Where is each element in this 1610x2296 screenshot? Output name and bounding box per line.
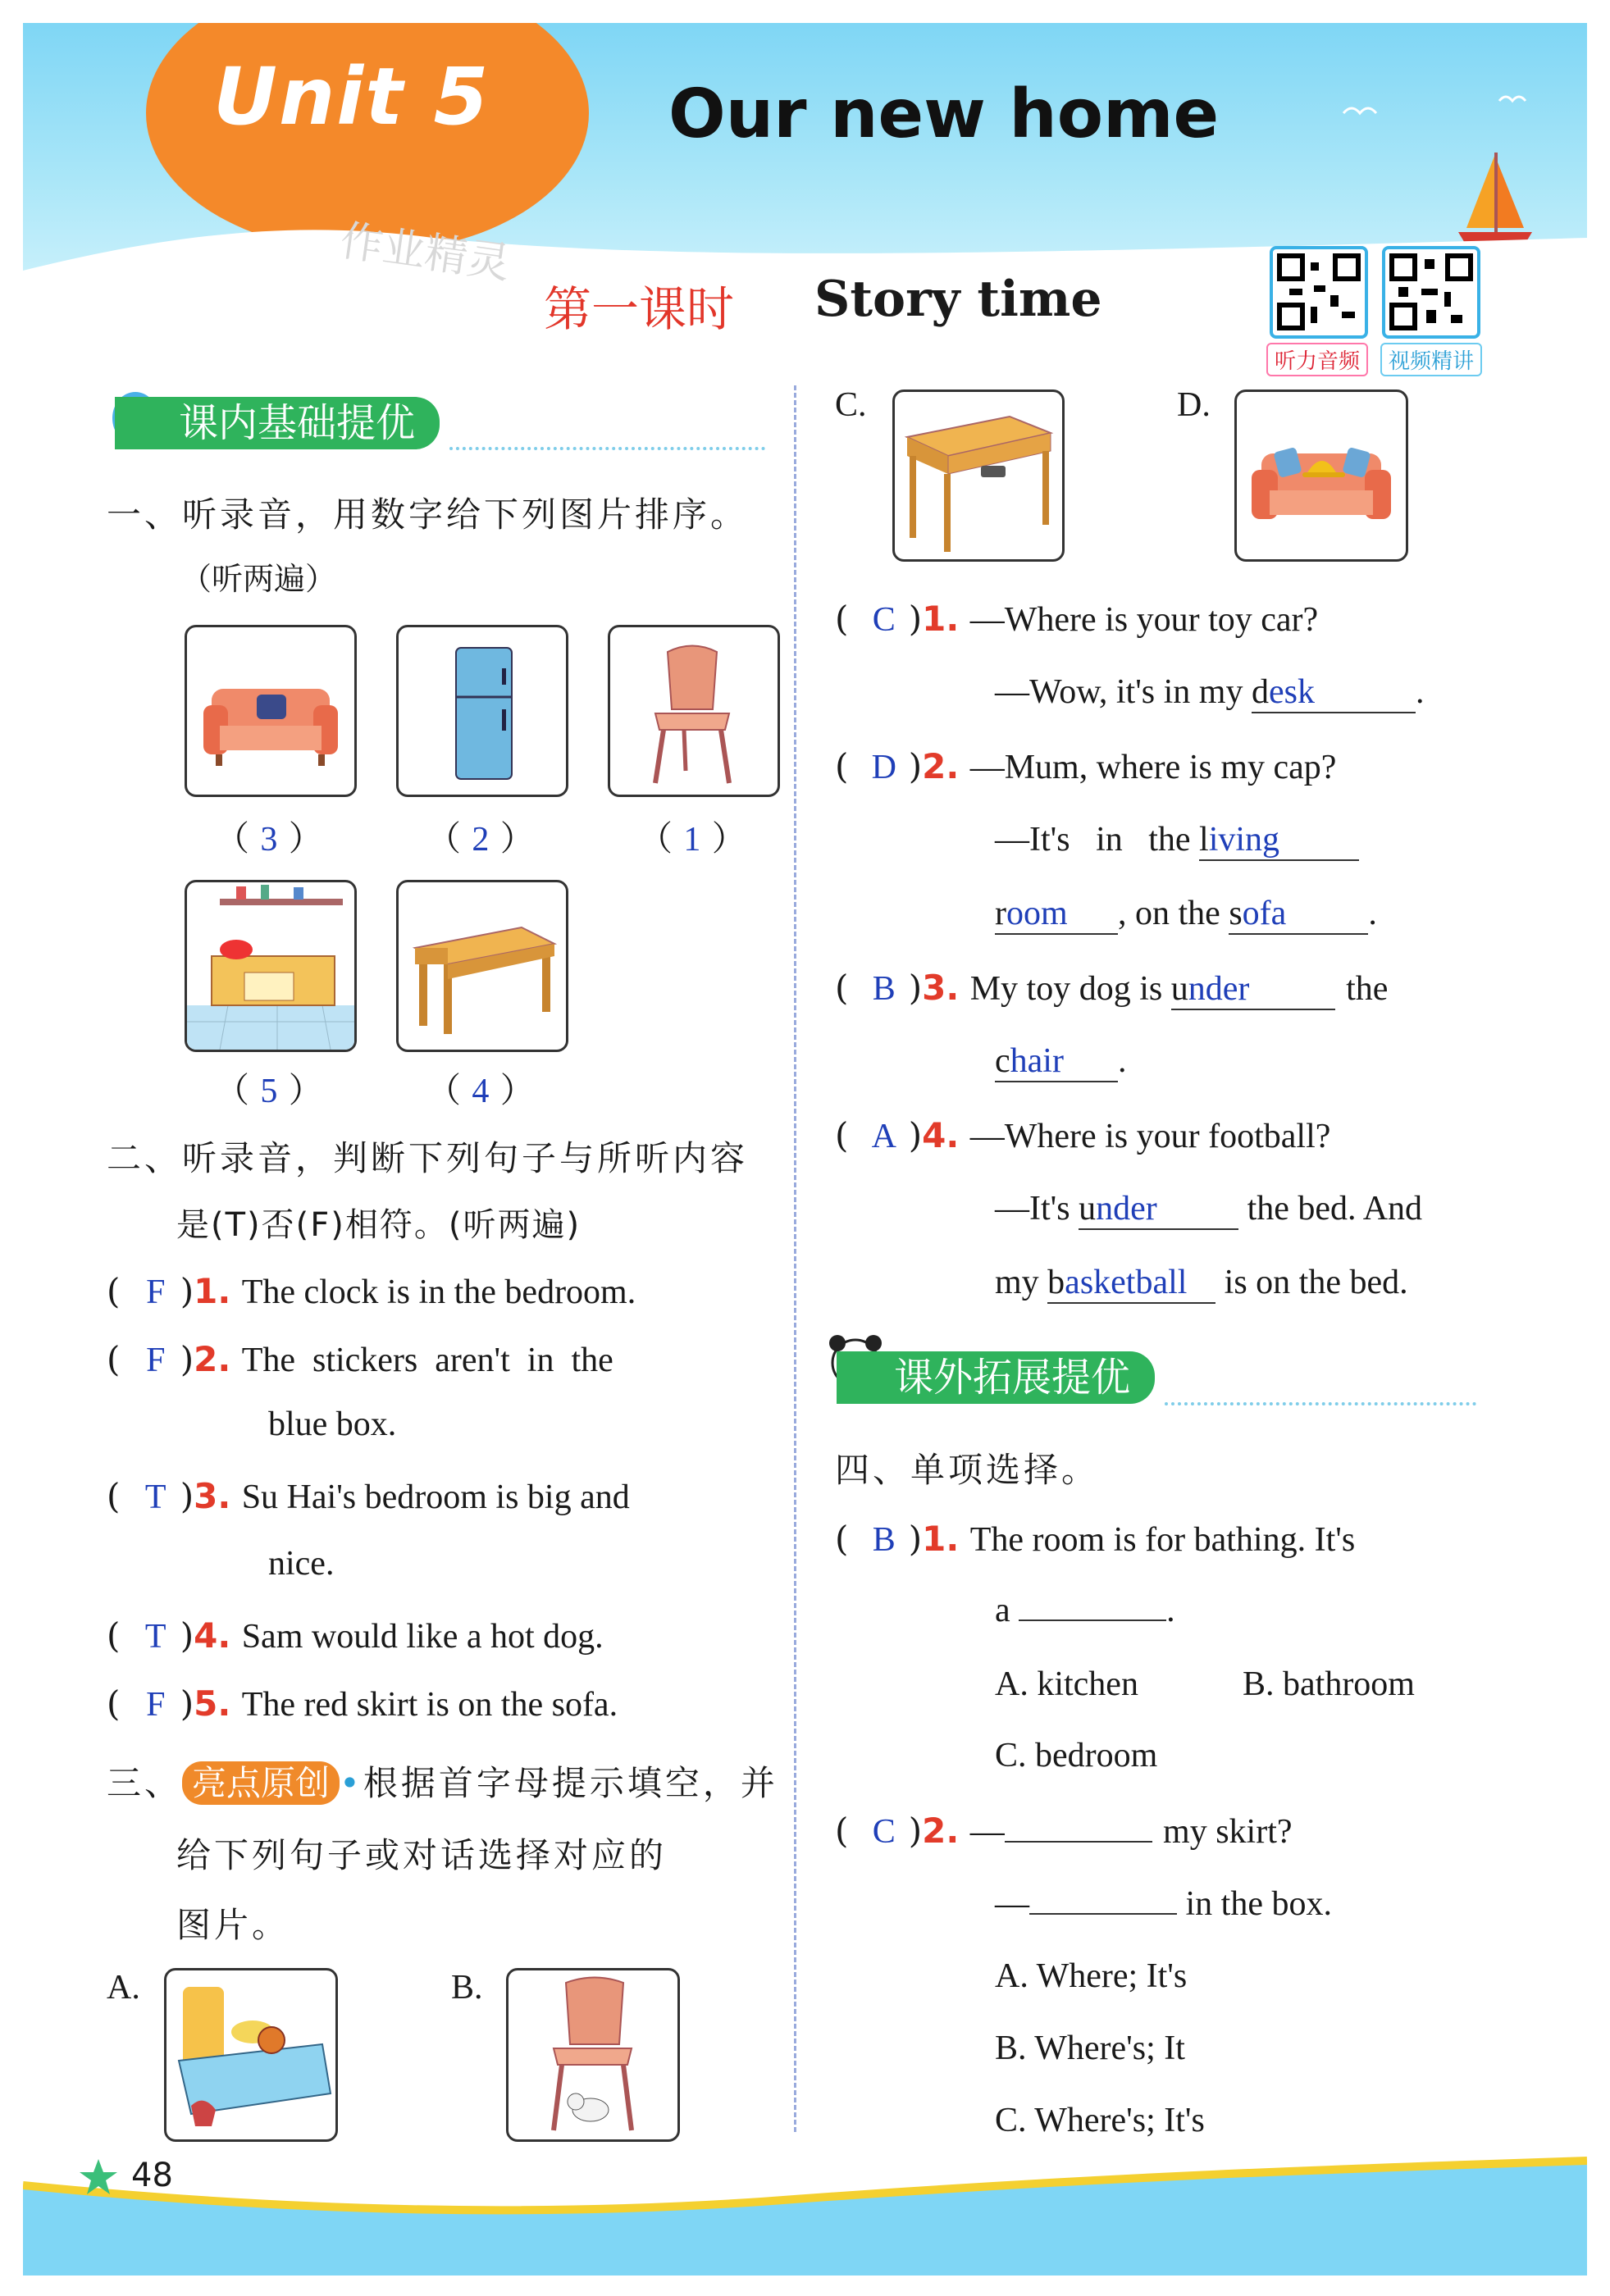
q1-answer-1[interactable]: （ 3 ） xyxy=(215,818,323,859)
q2-item-4: ( T )4. Sam would like a hot dog. xyxy=(107,1615,604,1656)
birds-icon xyxy=(1335,89,1548,138)
bed-icon xyxy=(166,1970,335,2139)
q3-title-cont2: 图片。 xyxy=(176,1905,290,1945)
q3-option-b xyxy=(506,1968,680,2142)
q4-item-2-line2: — in the box. xyxy=(995,1885,1332,1923)
q1-pic-kitchen xyxy=(185,880,357,1052)
q2-answer-2[interactable]: F xyxy=(146,1342,166,1379)
q3-title: 三、 亮点原创 •根据首字母提示填空，并 xyxy=(107,1763,778,1803)
blank-room[interactable]: room xyxy=(995,894,1118,935)
q2-item-2: ( F )2. The stickers aren't in the xyxy=(107,1339,613,1379)
q3-option-a-letter: A. xyxy=(107,1969,140,2007)
q1-pic-sofa xyxy=(185,625,357,797)
q2-answer-1[interactable]: F xyxy=(146,1273,166,1311)
q4-item-1: ( B )1. The room is for bathing. It's xyxy=(835,1519,1356,1559)
lesson-subtitle: Story time xyxy=(814,271,1102,328)
q1-pic-fridge xyxy=(396,625,568,797)
blank-under-2[interactable]: under xyxy=(1079,1189,1238,1230)
column-divider xyxy=(794,385,796,2132)
q3-option-d xyxy=(1234,390,1408,562)
q2-answer-3[interactable]: T xyxy=(144,1478,166,1516)
qr-code-video[interactable] xyxy=(1382,246,1480,339)
qr-video-label: 视频精讲 xyxy=(1380,343,1482,376)
q3-item-2: ( D )2. —Mum, where is my cap? xyxy=(835,746,1337,786)
q1-answer-2[interactable]: （ 2 ） xyxy=(426,818,535,859)
dotted-rule xyxy=(449,447,765,450)
star-icon xyxy=(78,2157,119,2198)
unit-label: Unit 5 xyxy=(213,51,490,143)
q2-title-cont: 是(T)否(F)相符。(听两遍) xyxy=(176,1206,582,1244)
q3-option-d-letter: D. xyxy=(1177,386,1211,424)
q3-item-4-line3: my basketball is on the bed. xyxy=(995,1263,1408,1304)
q4-item-2: ( C )2. — my skirt? xyxy=(835,1811,1293,1851)
q2-item-3: ( T )3. Su Hai's bedroom is big and xyxy=(107,1476,630,1516)
q3-item-2-line2: —It's in the living xyxy=(995,820,1359,861)
blank-living[interactable]: living xyxy=(1199,820,1359,861)
q1-pic-table xyxy=(396,880,568,1052)
blank-q4-1[interactable] xyxy=(1019,1620,1166,1621)
q4-answer-2[interactable]: C xyxy=(872,1813,896,1851)
q4-2-option-a: A. Where; It's xyxy=(995,1957,1188,1995)
blank-sofa[interactable]: sofa xyxy=(1229,894,1368,935)
blank-q4-2a[interactable] xyxy=(1005,1841,1152,1843)
q1-note: （听两遍） xyxy=(180,561,337,597)
q3-item-2-line3: room , on the sofa . xyxy=(995,894,1377,935)
q3-option-c-letter: C. xyxy=(835,386,867,424)
qr-code-audio[interactable] xyxy=(1270,246,1368,339)
blank-desk[interactable]: desk xyxy=(1252,672,1416,713)
qr-icon xyxy=(1385,249,1477,335)
q3-item-1-line2: —Wow, it's in my desk . xyxy=(995,672,1424,713)
q4-1-option-b: B. bathroom xyxy=(1243,1665,1415,1703)
blank-under[interactable]: under xyxy=(1171,969,1335,1010)
q4-2-option-b: B. Where's; It xyxy=(995,2029,1185,2067)
q4-2-option-c: C. Where's; It's xyxy=(995,2102,1205,2139)
blank-chair[interactable]: chair xyxy=(995,1041,1118,1082)
q2-answer-5[interactable]: F xyxy=(146,1686,166,1724)
q3-answer-1[interactable]: C xyxy=(872,601,896,639)
q4-item-1-line2: a . xyxy=(995,1592,1175,1629)
qr-audio-label: 听力音频 xyxy=(1266,343,1368,376)
q2-item-2-cont: blue box. xyxy=(268,1405,397,1443)
lesson-title: 第一课时 xyxy=(544,281,735,337)
original-badge: 亮点原创 xyxy=(182,1761,340,1805)
q3-option-c xyxy=(892,390,1065,562)
section-banner-basic: 课内基础提优 xyxy=(115,397,440,449)
blank-q4-2b[interactable] xyxy=(1029,1913,1177,1915)
q4-1-option-c: C. bedroom xyxy=(995,1737,1158,1774)
page-number: 48 xyxy=(131,2157,173,2194)
q1-pic-chair xyxy=(608,625,780,797)
q1-answer-4[interactable]: （ 5 ） xyxy=(215,1070,323,1110)
q4-title: 四、单项选择。 xyxy=(835,1450,1100,1490)
q3-answer-3[interactable]: B xyxy=(872,970,896,1008)
q2-item-3-cont: nice. xyxy=(268,1545,335,1583)
desk-icon xyxy=(895,392,1062,559)
q2-item-5: ( F )5. The red skirt is on the sofa. xyxy=(107,1683,618,1724)
q2-item-1: ( F )1. The clock is in the bedroom. xyxy=(107,1271,636,1311)
sofa-icon xyxy=(187,627,354,795)
q2-answer-4[interactable]: T xyxy=(144,1618,166,1656)
dotted-rule xyxy=(1165,1402,1476,1405)
q1-answer-5[interactable]: （ 4 ） xyxy=(426,1070,535,1110)
table-icon xyxy=(399,882,566,1050)
q4-1-option-a: A. kitchen xyxy=(995,1665,1138,1703)
chair-icon xyxy=(610,627,778,795)
sofa-cap-icon xyxy=(1237,392,1406,559)
q3-title-cont: 给下列句子或对话选择对应的 xyxy=(176,1835,668,1875)
qr-icon xyxy=(1273,249,1365,335)
q4-answer-1[interactable]: B xyxy=(872,1521,896,1559)
watermark: 作业精灵 xyxy=(337,216,513,289)
q1-answer-3[interactable]: （ 1 ） xyxy=(638,818,746,859)
q3-item-4: ( A )4. —Where is your football? xyxy=(835,1115,1331,1155)
q3-item-3-line2: chair . xyxy=(995,1041,1127,1082)
q3-item-1: ( C )1. —Where is your toy car? xyxy=(835,599,1319,639)
q3-answer-4[interactable]: A xyxy=(871,1118,896,1155)
q3-option-a xyxy=(164,1968,338,2142)
chair-dog-icon xyxy=(509,1970,677,2139)
section-banner-extended: 课外拓展提优 xyxy=(837,1351,1155,1404)
q3-answer-2[interactable]: D xyxy=(871,749,896,786)
q2-title: 二、听录音，判断下列句子与所听内容 xyxy=(107,1138,749,1178)
q3-option-b-letter: B. xyxy=(451,1969,483,2007)
q3-item-4-line2: —It's under the bed. And xyxy=(995,1189,1422,1230)
page-title: Our new home xyxy=(668,75,1220,153)
q1-title: 一、听录音，用数字给下列图片排序。 xyxy=(107,494,749,535)
footer-wave xyxy=(23,2152,1587,2276)
kitchen-icon xyxy=(187,882,354,1050)
q3-item-3: ( B )3. My toy dog is under the xyxy=(835,968,1388,1010)
fridge-icon xyxy=(399,627,566,795)
blank-basketball[interactable]: basketball xyxy=(1047,1263,1215,1304)
